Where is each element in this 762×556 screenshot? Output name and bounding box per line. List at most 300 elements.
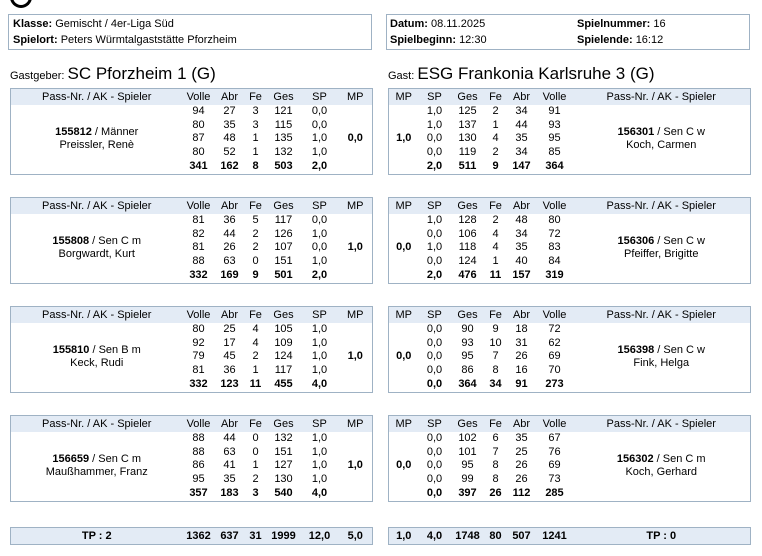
ges-value: 132 (274, 146, 293, 159)
col-header-volle: Volle (183, 198, 215, 215)
ges-value: 127 (274, 459, 293, 472)
sp-value: 1,0 (426, 118, 443, 131)
col-header-ges: Ges (451, 307, 485, 324)
volle-value: 67 (548, 432, 561, 444)
fe-value: 5 (252, 214, 259, 226)
col-header-ges: Ges (267, 198, 301, 215)
away-match-block (388, 415, 751, 502)
col-header-player: Pass-Nr. / AK - Spieler (11, 198, 183, 215)
away-match-table (388, 415, 751, 502)
col-header-ges: Ges (451, 198, 485, 215)
sum-fe: 26 (489, 486, 502, 499)
col-header-mp: MP (339, 416, 373, 433)
sp-value: 0,0 (426, 350, 443, 363)
col-header-fe: Fe (245, 89, 267, 106)
ges-value: 95 (461, 350, 474, 363)
home-total-fe: 31 (249, 530, 262, 542)
volle-value: 92 (192, 336, 205, 349)
fe-value: 2 (492, 105, 499, 117)
sum-volle: 364 (545, 159, 564, 172)
volle-value: 88 (192, 255, 205, 268)
volle-value: 81 (192, 364, 205, 377)
col-header-ges: Ges (267, 416, 301, 433)
home-player-cell (11, 214, 183, 283)
fe-value: 0 (252, 255, 259, 268)
sum-volle: 357 (189, 486, 208, 499)
sp-value: 1,0 (311, 227, 328, 240)
home-player-pass: 155810 (52, 344, 90, 357)
sp-value: 1,0 (311, 323, 328, 335)
volle-value: 70 (548, 364, 561, 377)
sp-value: 0,0 (426, 445, 443, 458)
spielnummer-value: 16 (653, 18, 666, 30)
away-player-pass: 156302 (616, 453, 654, 466)
home-mp-value: 1,0 (347, 350, 363, 363)
col-header-abr: Abr (215, 416, 245, 433)
sum-fe: 9 (252, 268, 259, 281)
home-tp: TP : 2 (81, 530, 112, 542)
fe-value: 7 (492, 445, 499, 458)
ges-value: 90 (461, 323, 474, 335)
away-player-cell (573, 105, 751, 174)
col-header-sp: SP (419, 416, 451, 433)
ges-value: 117 (274, 364, 293, 377)
volle-value: 83 (548, 241, 561, 254)
sum-ges: 455 (274, 377, 293, 390)
sp-value: 1,0 (426, 241, 443, 254)
volle-value: 69 (548, 459, 561, 472)
abr-value: 25 (223, 323, 236, 335)
match-info-right (386, 14, 750, 50)
home-player-ak: / Sen C m (89, 453, 142, 466)
home-match-block (10, 415, 373, 502)
sp-value: 0,0 (426, 227, 443, 240)
away-tp: TP : 0 (646, 530, 677, 542)
home-match-block (10, 306, 373, 393)
fe-value: 8 (492, 364, 499, 377)
fe-value: 2 (252, 473, 259, 486)
col-header-abr: Abr (215, 89, 245, 106)
fe-value: 4 (492, 227, 499, 240)
fe-value: 4 (492, 132, 499, 145)
abr-value: 44 (223, 227, 236, 240)
spielort-value: Peters Würmtalgaststätte Pforzheim (60, 34, 237, 46)
sum-abr: 183 (220, 486, 239, 499)
col-header-sp: SP (419, 89, 451, 106)
sum-abr: 162 (220, 159, 239, 172)
sum-ges: 397 (458, 486, 477, 499)
sum-fe: 11 (489, 268, 502, 281)
home-team-label: Gastgeber: (10, 70, 65, 82)
home-match-table (10, 88, 373, 175)
away-total-volle: 1241 (542, 530, 567, 542)
sum-fe: 3 (252, 486, 259, 499)
fe-value: 1 (492, 255, 499, 268)
col-header-mp: MP (389, 416, 419, 433)
home-player-ak: / Sen C m (89, 235, 142, 248)
fe-value: 1 (252, 146, 259, 159)
abr-value: 34 (515, 105, 528, 117)
away-player-pass: 156301 (617, 126, 655, 139)
volle-value: 88 (192, 432, 205, 444)
volle-value: 80 (192, 323, 205, 335)
sum-abr: 91 (515, 377, 528, 390)
table-row (389, 214, 751, 228)
fe-value: 7 (492, 350, 499, 363)
volle-value: 73 (548, 473, 561, 486)
table-row (389, 323, 751, 337)
table-header-row (11, 89, 373, 106)
fe-value: 1 (252, 364, 259, 377)
home-match-block (10, 88, 373, 175)
away-match-block (388, 197, 751, 284)
home-player-name: Preissler, Renè (59, 139, 135, 152)
abr-value: 25 (515, 445, 528, 458)
home-player-name: Keck, Rudi (70, 357, 124, 370)
sum-sp: 2,0 (426, 268, 443, 281)
ges-value: 99 (461, 473, 474, 486)
spielende-value: 16:12 (635, 34, 664, 46)
col-header-mp: MP (339, 307, 373, 324)
abr-value: 41 (223, 459, 236, 472)
abr-value: 34 (515, 146, 528, 159)
abr-value: 48 (223, 132, 236, 145)
home-match-block (10, 197, 373, 284)
ges-value: 135 (274, 132, 293, 145)
fe-value: 0 (252, 432, 259, 444)
col-header-fe: Fe (485, 416, 507, 433)
sp-value: 1,0 (311, 132, 328, 145)
abr-value: 45 (223, 350, 236, 363)
col-header-sp: SP (419, 307, 451, 324)
away-player-ak: / Sen C m (653, 453, 706, 466)
col-header-player: Pass-Nr. / AK - Spieler (573, 89, 751, 106)
abr-value: 63 (223, 445, 236, 458)
away-player-cell (573, 214, 751, 283)
col-header-volle: Volle (537, 89, 573, 106)
abr-value: 16 (515, 364, 528, 377)
volle-value: 95 (548, 132, 561, 145)
volle-value: 72 (548, 323, 561, 335)
sum-sp: 4,0 (311, 486, 328, 499)
abr-value: 27 (223, 105, 236, 117)
spielort-label: Spielort: (13, 34, 58, 46)
ges-value: 101 (458, 445, 477, 458)
away-total-abr: 507 (512, 530, 531, 542)
away-player-ak: / Sen C w (654, 344, 705, 357)
abr-value: 26 (515, 459, 528, 472)
sum-sp: 0,0 (426, 486, 443, 499)
away-team-label: Gast: (388, 70, 415, 82)
away-player-ak: / Sen C w (654, 235, 705, 248)
sp-value: 0,0 (426, 432, 443, 444)
ges-value: 151 (274, 255, 293, 268)
fe-value: 6 (492, 432, 499, 444)
col-header-mp: MP (389, 307, 419, 324)
col-header-player: Pass-Nr. / AK - Spieler (11, 416, 183, 433)
col-header-abr: Abr (507, 416, 537, 433)
col-header-ges: Ges (267, 307, 301, 324)
fe-value: 1 (492, 118, 499, 131)
sum-abr: 147 (512, 159, 531, 172)
ges-value: 117 (274, 214, 293, 226)
klasse-label: Klasse: (13, 18, 53, 30)
ges-value: 86 (461, 364, 474, 377)
col-header-sp: SP (419, 198, 451, 215)
ges-value: 124 (458, 255, 477, 268)
sp-value: 1,0 (311, 445, 328, 458)
fe-value: 2 (252, 227, 259, 240)
abr-value: 36 (223, 364, 236, 377)
home-player-cell (11, 323, 183, 392)
sp-value: 0,0 (426, 323, 443, 335)
ges-value: 109 (274, 336, 293, 349)
sum-sp: 0,0 (426, 377, 443, 390)
table-header-row (389, 416, 751, 433)
sp-value: 1,0 (311, 473, 328, 486)
fe-value: 2 (252, 241, 259, 254)
col-header-fe: Fe (245, 307, 267, 324)
sum-fe: 8 (252, 159, 259, 172)
table-row (11, 214, 373, 228)
volle-value: 93 (548, 118, 561, 131)
table-header-row (11, 416, 373, 433)
volle-value: 81 (192, 241, 205, 254)
sum-volle: 273 (545, 377, 564, 390)
fe-value: 3 (252, 105, 259, 117)
volle-value: 76 (548, 445, 561, 458)
spielende-label: Spielende: (577, 34, 633, 46)
table-header-row (389, 89, 751, 106)
volle-value: 79 (192, 350, 205, 363)
abr-value: 17 (223, 336, 236, 349)
col-header-fe: Fe (485, 307, 507, 324)
volle-value: 95 (192, 473, 205, 486)
table-row (11, 432, 373, 446)
home-totals-box (10, 527, 373, 545)
sum-fe: 9 (492, 159, 499, 172)
home-player-cell (11, 105, 183, 174)
datum-label: Datum: (390, 18, 428, 30)
sp-value: 0,0 (311, 105, 328, 117)
away-player-name: Pfeiffer, Brigitte (624, 248, 699, 261)
sum-sp: 2,0 (311, 159, 328, 172)
home-totals-table (10, 527, 373, 545)
spielnummer-label: Spielnummer: (577, 18, 651, 30)
sp-value: 0,0 (426, 459, 443, 472)
col-header-volle: Volle (183, 89, 215, 106)
top-logo-fragment (10, 0, 32, 8)
fe-value: 2 (492, 214, 499, 226)
home-player-name: Borgwardt, Kurt (58, 248, 135, 261)
volle-value: 80 (548, 214, 561, 226)
away-match-block (388, 306, 751, 393)
away-player-cell (573, 432, 751, 501)
home-total-sp: 12,0 (308, 530, 331, 542)
abr-value: 35 (223, 118, 236, 131)
volle-value: 87 (192, 132, 205, 145)
volle-value: 80 (192, 146, 205, 159)
volle-value: 91 (548, 105, 561, 117)
col-header-player: Pass-Nr. / AK - Spieler (11, 89, 183, 106)
col-header-fe: Fe (485, 198, 507, 215)
home-team-name: SC Pforzheim 1 (G) (67, 64, 216, 83)
col-header-abr: Abr (507, 89, 537, 106)
sp-value: 0,0 (426, 473, 443, 486)
sum-fe: 11 (249, 377, 262, 390)
ges-value: 118 (458, 241, 477, 254)
sum-volle: 332 (189, 268, 208, 281)
fe-value: 0 (252, 445, 259, 458)
ges-value: 105 (274, 323, 293, 335)
away-player-pass: 156306 (617, 235, 655, 248)
sum-fe: 34 (489, 377, 502, 390)
ges-value: 124 (274, 350, 293, 363)
away-match-block (388, 88, 751, 175)
col-header-abr: Abr (507, 198, 537, 215)
fe-value: 4 (252, 323, 259, 335)
sp-value: 1,0 (311, 146, 328, 159)
volle-value: 81 (192, 214, 205, 226)
home-total-abr: 637 (220, 530, 239, 542)
away-mp-value: 0,0 (396, 241, 412, 254)
abr-value: 40 (515, 255, 528, 268)
ges-value: 130 (274, 473, 293, 486)
col-header-mp: MP (339, 198, 373, 215)
away-total-ges: 1748 (455, 530, 480, 542)
col-header-sp: SP (301, 416, 339, 433)
away-totals-box (388, 527, 751, 545)
col-header-fe: Fe (245, 416, 267, 433)
away-team-title (388, 64, 655, 84)
ges-value: 126 (274, 227, 293, 240)
fe-value: 8 (492, 459, 499, 472)
col-header-mp: MP (339, 89, 373, 106)
sum-abr: 157 (512, 268, 531, 281)
sum-ges: 501 (274, 268, 293, 281)
table-row (11, 105, 373, 119)
abr-value: 26 (515, 350, 528, 363)
sum-volle: 319 (545, 268, 564, 281)
table-header-row (389, 198, 751, 215)
table-header-row (11, 198, 373, 215)
sum-sp: 4,0 (311, 377, 328, 390)
datum-value: 08.11.2025 (430, 18, 486, 30)
home-player-pass: 155808 (52, 235, 90, 248)
sp-value: 1,0 (311, 459, 328, 472)
abr-value: 26 (223, 241, 236, 254)
table-header-row (11, 307, 373, 324)
col-header-player: Pass-Nr. / AK - Spieler (573, 198, 751, 215)
table-row (389, 432, 751, 446)
sum-ges: 511 (458, 159, 477, 172)
spielbeginn-label: Spielbeginn: (390, 34, 456, 46)
away-player-pass: 156398 (617, 344, 655, 357)
col-header-player: Pass-Nr. / AK - Spieler (573, 416, 751, 433)
volle-value: 86 (192, 459, 205, 472)
ges-value: 128 (458, 214, 477, 226)
volle-value: 82 (192, 227, 205, 240)
fe-value: 1 (252, 132, 259, 145)
col-header-volle: Volle (183, 416, 215, 433)
volle-value: 62 (548, 336, 561, 349)
volle-value: 88 (192, 445, 205, 458)
table-row (389, 105, 751, 119)
sp-value: 0,0 (426, 132, 443, 145)
away-total-mp: 1,0 (396, 530, 412, 542)
col-header-volle: Volle (183, 307, 215, 324)
volle-value: 72 (548, 227, 561, 240)
col-header-sp: SP (301, 307, 339, 324)
away-mp-value: 1,0 (396, 132, 412, 145)
ges-value: 125 (458, 105, 477, 117)
col-header-mp: MP (389, 198, 419, 215)
home-match-table (10, 306, 373, 393)
home-player-cell (11, 432, 183, 501)
sum-ges: 503 (274, 159, 293, 172)
ges-value: 130 (458, 132, 477, 145)
sp-value: 0,0 (426, 146, 443, 159)
away-total-fe: 80 (489, 530, 502, 542)
away-mp-value: 0,0 (396, 350, 412, 363)
col-header-volle: Volle (537, 307, 573, 324)
abr-value: 26 (515, 473, 528, 486)
table-header-row (389, 307, 751, 324)
abr-value: 35 (515, 241, 528, 254)
sp-value: 1,0 (311, 350, 328, 363)
home-player-name: Maußhammer, Franz (45, 466, 148, 479)
home-mp-value: 1,0 (347, 241, 363, 254)
ges-value: 151 (274, 445, 293, 458)
sum-abr: 123 (220, 377, 239, 390)
away-player-ak: / Sen C w (654, 126, 705, 139)
abr-value: 48 (515, 214, 528, 226)
abr-value: 35 (515, 132, 528, 145)
ges-value: 137 (458, 118, 477, 131)
fe-value: 10 (489, 336, 502, 349)
ges-value: 132 (274, 432, 293, 444)
table-row (11, 323, 373, 337)
ges-value: 102 (458, 432, 477, 444)
ges-value: 106 (458, 227, 477, 240)
fe-value: 8 (492, 473, 499, 486)
home-match-table (10, 197, 373, 284)
col-header-mp: MP (389, 89, 419, 106)
away-team-name: ESG Frankonia Karlsruhe 3 (G) (417, 64, 655, 83)
home-total-mp: 5,0 (347, 530, 363, 542)
col-header-fe: Fe (485, 89, 507, 106)
abr-value: 44 (515, 118, 528, 131)
sum-volle: 341 (189, 159, 208, 172)
abr-value: 63 (223, 255, 236, 268)
sum-sp: 2,0 (311, 268, 328, 281)
sp-value: 1,0 (311, 255, 328, 268)
ges-value: 107 (274, 241, 293, 254)
home-match-table (10, 415, 373, 502)
away-match-table (388, 88, 751, 175)
abr-value: 35 (515, 432, 528, 444)
sp-value: 1,0 (311, 432, 328, 444)
col-header-volle: Volle (537, 416, 573, 433)
ges-value: 119 (458, 146, 477, 159)
ges-value: 95 (461, 459, 474, 472)
fe-value: 9 (492, 323, 499, 335)
volle-value: 85 (548, 146, 561, 159)
volle-value: 80 (192, 118, 205, 131)
home-player-pass: 155812 (55, 126, 92, 139)
abr-value: 18 (515, 323, 528, 335)
home-mp-value: 0,0 (347, 132, 363, 145)
